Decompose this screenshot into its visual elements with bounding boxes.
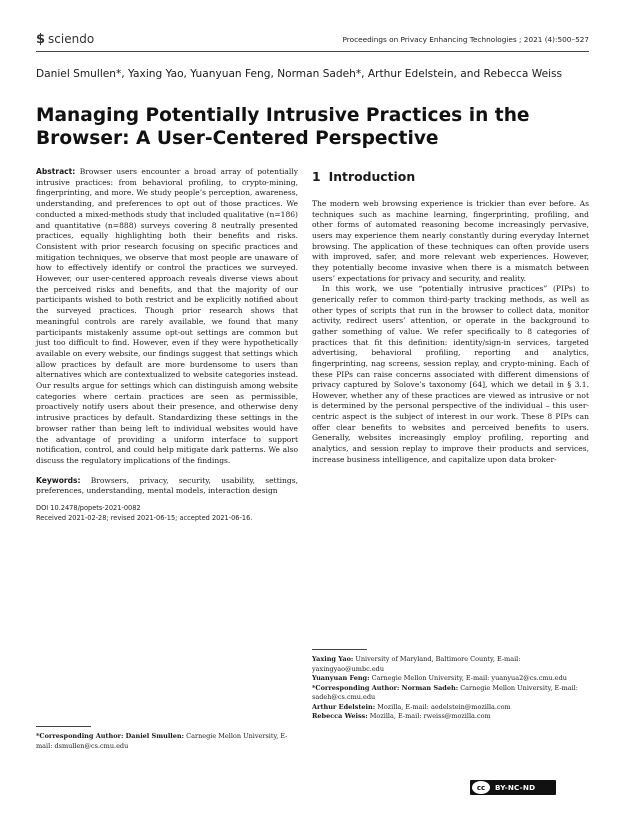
paragraph: The modern web browsing experience is trickier than ever before. As techniques such as machine learning, fingerprinting, profiling, and other forms of automated reasoning become increasingly pervasive, users may experience them nearly constantly during everyday Internet browsing. The application of these techniques can often provide users with improved, safer, and more relevant web experiences. However, they potentially become invasive when there is a mismatch between users’ expectations for privacy and security, and reality. [312, 199, 589, 283]
cc-license-badge[interactable] [470, 780, 556, 795]
paper-title: Managing Potentially Intrusive Practices in the Browser: A User-Centered Perspective [36, 105, 530, 149]
doi: DOI 10.2478/popets-2021-0082 [36, 504, 141, 513]
affiliation-name: *Corresponding Author: Norman Sadeh: [312, 683, 459, 692]
footnote-rule [36, 726, 91, 727]
section-number: 1 [312, 169, 321, 184]
section-heading [312, 169, 589, 185]
right-column [312, 167, 589, 465]
affiliation-detail: University of Maryland, Baltimore County, E-mail: yaxingyao@umbc.edu [312, 655, 521, 673]
affiliation-detail: Carnegie Mellon University, E-mail: yuanyua2@cs.cmu.edu [371, 674, 567, 682]
publication-info [36, 504, 298, 523]
affiliation-detail: Carnegie Mellon University, E-mail: sadeh@cs.cmu.edu [312, 683, 578, 701]
author-list: Daniel Smullen*, Yaxing Yao, Yuanyuan Feng, Norman Sadeh*, Arthur Edelstein, and Rebecca Weiss [36, 68, 563, 80]
abstract-text: Browser users encounter a broad array of potentially intrusive practices: from behavioral profiling, to crypto-mining, fingerprinting, and more. We study people’s perception, awareness, understanding, and preferences to opt out of those practices. We conducted a mixed-methods study that included qualitative (n=186) and quantitative (n=888) surveys covering 8 neutrally presented practices, equally highlighting both their benefits and risks. Consistent with prior research focusing on specific practices and mitigation techniques, we observe that most people are unaware of how to effectively identify or control the practices we surveyed. However, our user-centered approach reveals diverse views about the perceived risks and benefits, and that the majority of our participants wished to both restrict and be explicitly notified about the surveyed practices. Though prior research shows that meaningful controls are rarely available, we found that many participants mistakenly assume opt-out settings are common but just too difficult to find. However, even if they were hypothetically available on every website, our findings suggest that settings which allow practices by default are more burdensome to users than alternatives which are contextualized to website categories instead. Our results argue for settings which can distinguish among website categories where certain practices are seen as permissible, proactively notify users about their presence, and otherwise deny intrusive practices by default. Standardizing these settings in the browser rather than being left to individual websites would have the advantage of providing a uniform interface to support notification, control, and could help mitigate dark patterns. We also discuss the regulatory implications of the findings. [36, 167, 298, 465]
affiliation [312, 674, 589, 684]
left-column [36, 167, 298, 523]
affiliation-name: Yaxing Yao: [312, 655, 354, 663]
journal-citation: Proceedings on Privacy Enhancing Technologies ; 2021 (4):500–527 [342, 35, 589, 44]
affiliation [312, 703, 589, 713]
affiliation-detail: Mozilla, E-mail: rweiss@mozilla.com [369, 712, 491, 720]
affiliation-name: Yuanyuan Feng: [312, 674, 370, 682]
affiliation-detail: Mozilla, E-mail: aedelstein@mozilla.com [377, 702, 511, 711]
keywords-label: Keywords: [36, 475, 81, 485]
affiliation [312, 712, 589, 722]
sciendo-s-icon: $ [36, 32, 46, 47]
publisher-name: sciendo [48, 32, 95, 46]
abstract-label: Abstract: [36, 167, 76, 176]
affiliations-footnote [312, 649, 589, 722]
header-rule [36, 51, 589, 52]
keywords-text: Browsers, privacy, security, usability, settings, preferences, understanding, mental models, interaction design [36, 475, 298, 496]
page-header [36, 30, 589, 50]
affiliation-name: Arthur Edelstein: [312, 702, 376, 711]
affiliation [312, 655, 589, 674]
paragraph: In this work, we use “potentially intrusive practices” (PIPs) to generically refer to common third-party tracking methods, as well as other types of scripts that run in the browser to collect data, monitor activity, redirect users’ attention, or operate in the background to gather something of value. We refer specifically to 8 categories of practices that fit this definition: identity/sign-in services, targeted advertising, behavioral profiling, reporting and analytics, fingerprinting, nag screens, session replay, and crypto-mining. Each of these PIPs can raise concerns associated with different dimensions of privacy captured by Solove’s taxonomy [64], which we detail in § 3.1. However, whether any of these practices are viewed as intrusive or not is determined by the personal perspective of the individual – this user-centric aspect is the subject of interest in our work. These 8 PIPs can offer clear benefits to websites and perceived benefits to users. Generally, websites increasingly employ profiling, reporting and analytics, and session replay to improve their products and services, increase business intelligence, and capitalize upon data broker- [312, 284, 589, 464]
footnote-author: *Corresponding Author: Daniel Smullen: [36, 732, 185, 740]
footnote-detail: Carnegie Mellon University, E-mail: dsmullen@cs.cmu.edu [36, 732, 288, 750]
license-label: BY-NC-ND [495, 783, 536, 792]
corresponding-author-footnote [36, 726, 298, 751]
affiliation-name: Rebecca Weiss: [312, 712, 368, 720]
section-title: Introduction [328, 169, 416, 184]
abstract [36, 167, 298, 467]
footnote-rule [312, 649, 367, 650]
publisher-logo [36, 32, 94, 47]
creative-commons-icon: cc [472, 781, 490, 794]
introduction-body [312, 199, 589, 465]
keywords [36, 476, 298, 497]
affiliation [312, 684, 589, 703]
footnote-text [36, 732, 298, 751]
received-dates: Received 2021-02-28; revised 2021-06-15; accepted 2021-06-16. [36, 513, 253, 522]
